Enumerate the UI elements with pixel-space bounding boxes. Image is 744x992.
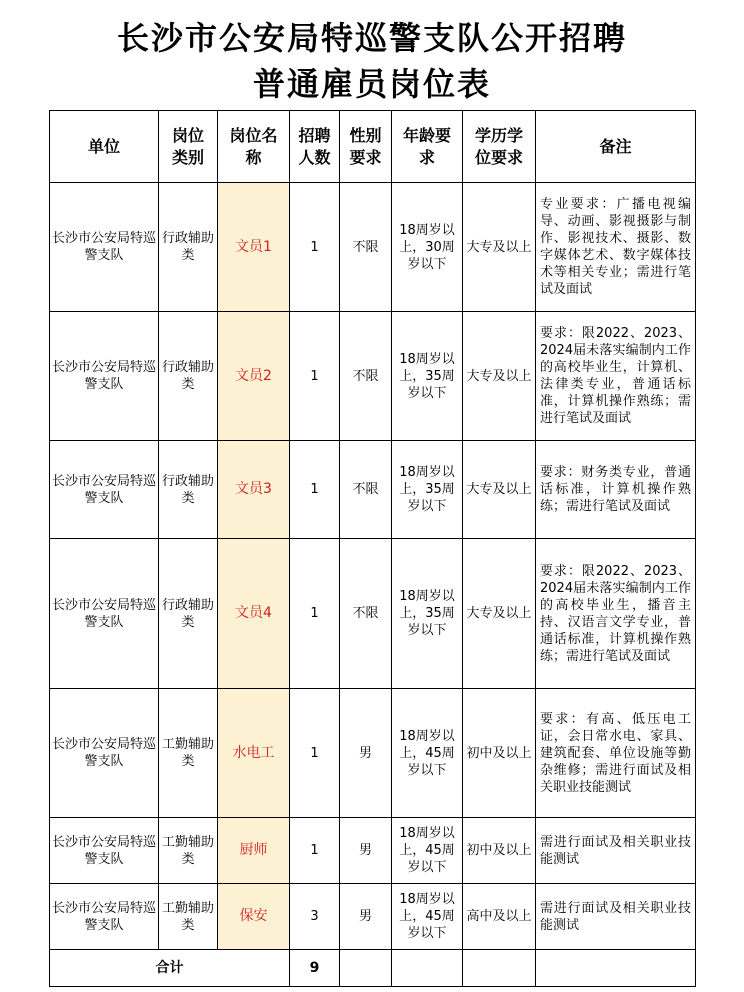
- cell-unit: 长沙市公安局特巡警支队: [50, 818, 159, 884]
- cell-category: 行政辅助类: [159, 183, 218, 312]
- cell-age: 18周岁以上，45周岁以下: [392, 884, 463, 950]
- cell-notes: 要求：限2022、2023、2024届未落实编制内工作的高校毕业生，播音主持、汉语言文学专业，普通话标准，计算机操作熟练；需进行笔试及面试: [536, 539, 696, 689]
- table-header-row: [50, 111, 696, 183]
- cell-age: 18周岁以上，35周岁以下: [392, 539, 463, 689]
- header-category: 岗位 类别: [159, 111, 218, 183]
- recruitment-table: [49, 110, 696, 987]
- cell-count: 1: [290, 818, 340, 884]
- cell-unit: 长沙市公安局特巡警支队: [50, 689, 159, 818]
- cell-gender: 不限: [340, 539, 392, 689]
- table-row: [50, 689, 696, 818]
- cell-category: 行政辅助类: [159, 441, 218, 539]
- cell-gender: 不限: [340, 441, 392, 539]
- cell-education: 大专及以上: [463, 441, 536, 539]
- table-row: [50, 818, 696, 884]
- cell-count: 1: [290, 441, 340, 539]
- cell-position: 文员3: [218, 441, 290, 539]
- cell-category: 工勤辅助类: [159, 689, 218, 818]
- table-row: [50, 441, 696, 539]
- cell-education: 初中及以上: [463, 818, 536, 884]
- cell-unit: 长沙市公安局特巡警支队: [50, 884, 159, 950]
- header-count: 招聘 人数: [290, 111, 340, 183]
- cell-gender: 男: [340, 884, 392, 950]
- cell-age: 18周岁以上，45周岁以下: [392, 818, 463, 884]
- cell-gender: 男: [340, 818, 392, 884]
- empty-cell: [536, 950, 696, 987]
- cell-unit: 长沙市公安局特巡警支队: [50, 312, 159, 441]
- cell-notes: 要求：财务类专业，普通话标准，计算机操作熟练；需进行笔试及面试: [536, 441, 696, 539]
- cell-position: 文员2: [218, 312, 290, 441]
- cell-education: 初中及以上: [463, 689, 536, 818]
- cell-education: 大专及以上: [463, 539, 536, 689]
- header-gender: 性别 要求: [340, 111, 392, 183]
- cell-position: 厨师: [218, 818, 290, 884]
- cell-category: 行政辅助类: [159, 539, 218, 689]
- cell-unit: 长沙市公安局特巡警支队: [50, 539, 159, 689]
- cell-gender: 男: [340, 689, 392, 818]
- cell-position: 文员1: [218, 183, 290, 312]
- cell-category: 工勤辅助类: [159, 884, 218, 950]
- table-row: [50, 539, 696, 689]
- empty-cell: [340, 950, 392, 987]
- cell-education: 大专及以上: [463, 183, 536, 312]
- cell-position: 保安: [218, 884, 290, 950]
- total-count: 9: [290, 950, 340, 987]
- cell-count: 1: [290, 183, 340, 312]
- header-notes: 备注: [536, 111, 696, 183]
- document-subtitle: 普通雇员岗位表: [252, 65, 491, 103]
- cell-gender: 不限: [340, 183, 392, 312]
- cell-notes: 需进行面试及相关职业技能测试: [536, 884, 696, 950]
- cell-count: 1: [290, 312, 340, 441]
- cell-age: 18周岁以上，30周岁以下: [392, 183, 463, 312]
- cell-notes: 需进行面试及相关职业技能测试: [536, 818, 696, 884]
- header-education: 学历学 位要求: [463, 111, 536, 183]
- table-row: [50, 183, 696, 312]
- header-age: 年龄要 求: [392, 111, 463, 183]
- cell-count: 1: [290, 539, 340, 689]
- cell-position: 文员4: [218, 539, 290, 689]
- empty-cell: [463, 950, 536, 987]
- cell-age: 18周岁以上，45周岁以下: [392, 689, 463, 818]
- cell-notes: 要求：有高、低压电工证，会日常水电、家具、建筑配套、单位设施等勤杂维修；需进行面试及相关职业技能测试: [536, 689, 696, 818]
- cell-education: 大专及以上: [463, 312, 536, 441]
- cell-position: 水电工: [218, 689, 290, 818]
- cell-education: 高中及以上: [463, 884, 536, 950]
- cell-notes: 专业要求：广播电视编导、动画、影视摄影与制作、影视技术、摄影、数字媒体艺术、数字媒体技术等相关专业；需进行笔试及面试: [536, 183, 696, 312]
- cell-category: 行政辅助类: [159, 312, 218, 441]
- table-row: [50, 884, 696, 950]
- cell-age: 18周岁以上，35周岁以下: [392, 312, 463, 441]
- cell-age: 18周岁以上，35周岁以下: [392, 441, 463, 539]
- cell-unit: 长沙市公安局特巡警支队: [50, 441, 159, 539]
- header-position: 岗位名 称: [218, 111, 290, 183]
- header-unit: 单位: [50, 111, 159, 183]
- table-row: [50, 312, 696, 441]
- empty-cell: [392, 950, 463, 987]
- total-row: [50, 950, 696, 987]
- cell-notes: 要求：限2022、2023、2024届未落实编制内工作的高校毕业生，计算机、法律类专业，普通话标准，计算机操作熟练；需进行笔试及面试: [536, 312, 696, 441]
- cell-unit: 长沙市公安局特巡警支队: [50, 183, 159, 312]
- cell-gender: 不限: [340, 312, 392, 441]
- total-label: 合计: [50, 950, 290, 987]
- cell-count: 3: [290, 884, 340, 950]
- cell-count: 1: [290, 689, 340, 818]
- document-title: 长沙市公安局特巡警支队公开招聘: [116, 19, 627, 57]
- cell-category: 工勤辅助类: [159, 818, 218, 884]
